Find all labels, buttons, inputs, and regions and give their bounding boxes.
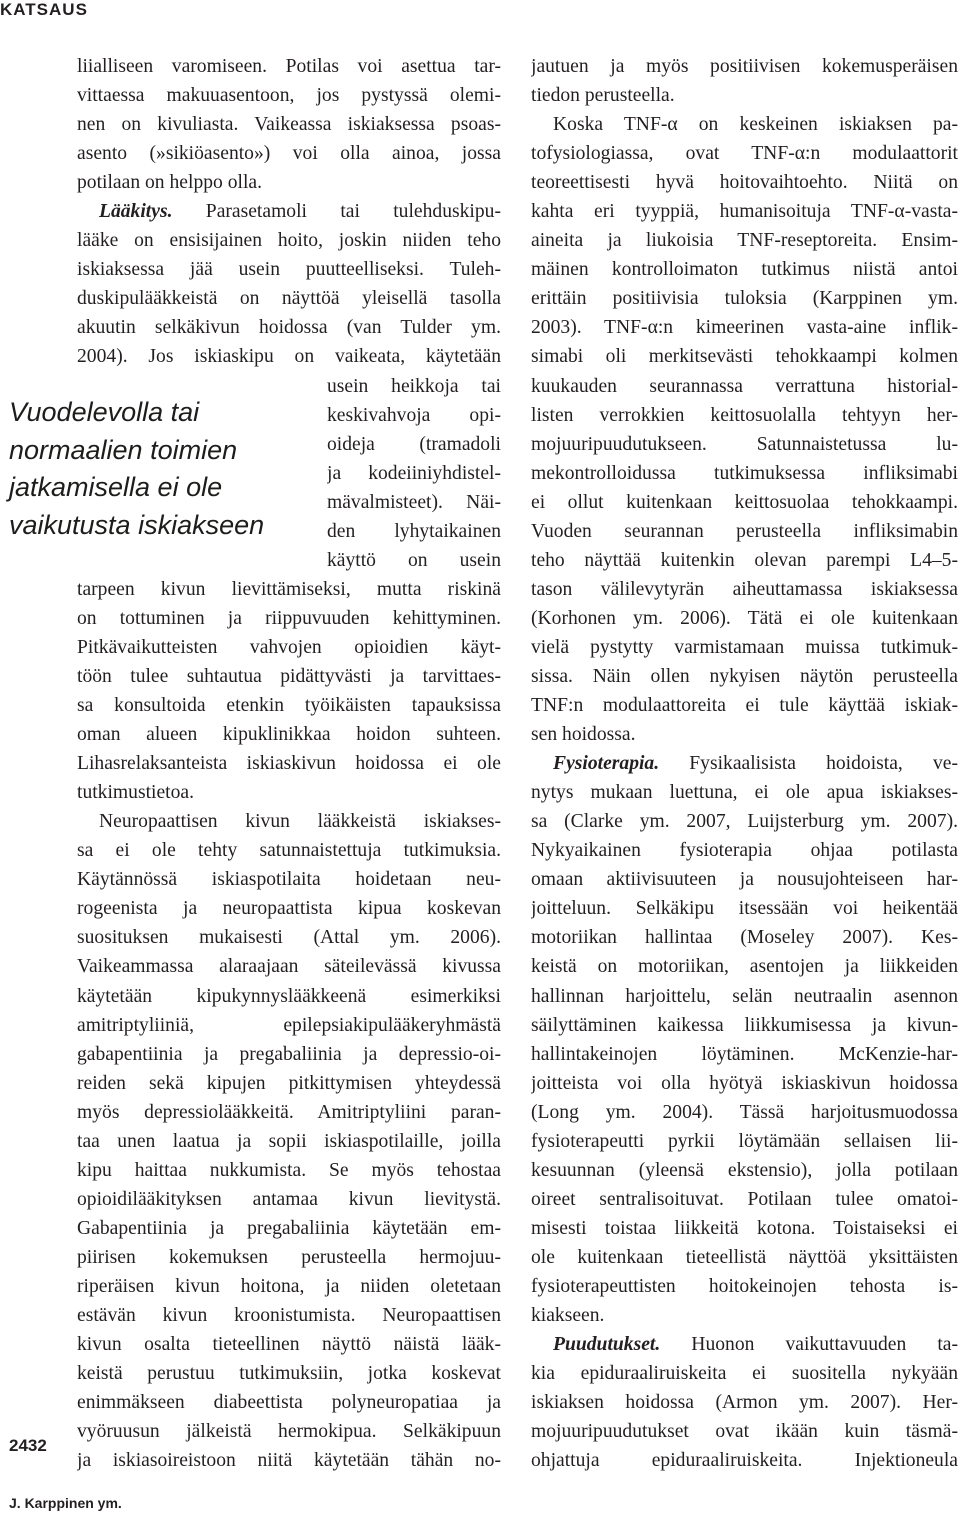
text-line: listen verrokkien keittosuolalla tehtyyn her- (531, 404, 958, 426)
text-line: piirisen kokemuksen perusteella hermojuu- (77, 1246, 501, 1268)
text-line: motoriikan hallintaa (Moseley 2007). Kes- (531, 927, 958, 949)
text-line: sen hoidossa. (531, 724, 636, 746)
text-line: Lihasrelaksanteista iskiaskivun hoidossa ei ole (77, 753, 501, 775)
text-line: kiakseen. (531, 1305, 605, 1327)
text-line: asento (»sikiöasento») voi olla ainoa, jossa (77, 143, 501, 165)
paragraph-heading: Lääkitys. (99, 201, 173, 223)
text-line: kesuunnan (yleensä ekstensio), jolla potilaan (531, 1159, 958, 1181)
text-line: teoreettisesti hyvä hoitovaihtoehto. Niitä on (531, 172, 958, 194)
text-line: mekontrolloidussa tutkimuksessa infliksimabi (531, 462, 958, 484)
pull-quote-line: normaalien toimien (9, 434, 238, 465)
text-line: Parasetamoli tai tulehduskipu- (172, 201, 501, 223)
text-line: töön tulee suhtautua pidättyvästi ja tarvittaes- (77, 665, 501, 687)
text-line: kipu haittaa nukkumista. Se myös tehostaa (77, 1159, 501, 1181)
section-label: KATSAUS (0, 0, 88, 19)
text-line: gabapentiinia ja pregabaliinia ja depressio-oi- (77, 1043, 501, 1065)
text-line: akuutin selkäkivun hoidossa (van Tulder ym. (77, 317, 501, 339)
text-line: Nykyaikainen fysioterapia ohjaa potilasta (531, 840, 958, 862)
text-line: vyöruusun jälkeistä hermokipua. Selkäkipuun (77, 1421, 501, 1443)
text-line: ja iskiasoireistoon niitä käytetään tähän no- (77, 1450, 501, 1472)
text-line: tiedon perusteella. (531, 85, 675, 107)
text-line: Koska TNF-α on keskeinen iskiaksen pa- (553, 114, 958, 136)
text-line: suosituksen mukaisesti (Attal ym. 2006). (77, 927, 501, 949)
text-line: aineita ja liukoisia TNF-reseptoreita. Ensim- (531, 230, 958, 252)
text-line: vittaessa makuuasentoon, jos pystyssä olemi- (77, 85, 501, 107)
text-line: sa (Clarke ym. 2007, Luijsterburg ym. 2007). (531, 811, 958, 833)
text-line: hallinnan harjoittelu, selän neutraalin asennon (531, 985, 958, 1007)
text-line: duskipulääkkeistä on näyttöä yleisellä tasolla (77, 288, 501, 310)
text-line: myös depressiolääkkeitä. Amitriptyliini paran- (77, 1101, 501, 1123)
text-line: kahta eri tyyppiä, humanisoituja TNF-α-vasta- (531, 201, 958, 223)
text-line: keistä on motoriikan, asentojen ja liikkeiden (531, 956, 958, 978)
text-line: mävalmisteet). Näi- (327, 491, 501, 513)
text-line: iskiaksessa jää usein puutteelliseksi. Tuleh- (77, 259, 501, 281)
text-line: joitteista voi olla hyötyä iskiaskivun hoidossa (531, 1072, 958, 1094)
page-number: 2432 (9, 1436, 47, 1455)
text-line: vielä pystytty varmistamaan muissa tutkimuk- (531, 636, 958, 658)
text-line: ja kodeiiniyhdistel- (327, 462, 501, 484)
text-line: 2003). TNF-α:n kimeerinen vasta-aine inflik- (531, 317, 958, 339)
pull-quote (9, 394, 319, 544)
text-line: enimmäkseen diabeettista polyneuropatiaa ja (77, 1392, 501, 1414)
text-line: joitteluun. Selkäkipu itsessään voi heikentää (531, 898, 958, 920)
author-credit: J. Karppinen ym. (9, 1495, 122, 1511)
text-line: käyttö on usein (327, 549, 501, 571)
text-line: reiden sekä kipujen pitkittymisen yhteydessä (77, 1072, 501, 1094)
paragraph-first-line (531, 749, 958, 778)
text-line: keistä perustuu tutkimuksiin, jotka koskevat (77, 1363, 501, 1385)
text-line: keskivahvoja opi- (327, 404, 501, 426)
text-line: nytys mukaan luettuna, ei ole apua iskiakses- (531, 782, 958, 804)
article-column-right (531, 52, 958, 1475)
text-line: (Korhonen ym. 2006). Tätä ei ole kuitenkaan (531, 607, 958, 629)
text-line: lääke on ensisijainen hoito, joskin niiden teho (77, 230, 501, 252)
text-line: mäinen kontrolloimaton tutkimus niistä antoi (531, 259, 958, 281)
text-line: Käytännössä iskiaspotilaita hoidetaan neu- (77, 869, 501, 891)
text-line: Vuoden seurannan perusteella infliksimabin (531, 520, 958, 542)
text-line: estävän kivun kroonistumista. Neuropaattisen (77, 1305, 501, 1327)
text-line: tofysiologiassa, ovat TNF-α:n modulaattorit (531, 143, 958, 165)
text-line: fysioterapeuttisten hoitokeinojen tehosta is- (531, 1275, 958, 1297)
text-line: tason välilevytyrän aiheuttamassa iskiaksessa (531, 578, 958, 600)
text-line: fysioterapeutti pyrkii löytämään sellaisen lii- (531, 1130, 958, 1152)
text-line: säilyttäminen kaikessa liikkumisessa ja kivun- (531, 1014, 958, 1036)
text-line: mojuuripuudutukseen. Satunnaistetussa lu- (531, 433, 958, 455)
text-line: potilaan on helppo olla. (77, 172, 263, 194)
paragraph-first-line (77, 197, 501, 226)
text-line: sissa. Näin ollen nykyisen näytön perusteella (531, 665, 958, 687)
pull-quote-line: jatkamisella ei ole (9, 472, 223, 502)
text-line: Gabapentiinia ja pregabaliinia käytetään em- (77, 1217, 501, 1239)
pull-quote-line: Vuodelevolla tai (9, 397, 200, 427)
text-line: ohjattuja epiduraaliruiskeita. Injektioneula (531, 1450, 958, 1472)
text-line: nen on kivuliasta. Vaikeassa iskiaksessa psoas- (77, 114, 501, 136)
text-line: sa ei ole tehty satunnaistettuja tutkimuksia. (77, 840, 501, 862)
text-line: kivun osalta tieteellinen näyttö näistä lääk- (77, 1334, 501, 1356)
text-line: taa unen laatua ja sopii iskiaspotilaille, joilla (77, 1130, 501, 1152)
text-line: mojuuripuudutukset ovat ikään kuin täsmä- (531, 1421, 958, 1443)
text-line: oman alueen kipuklinikkaa hoidon suhteen. (77, 724, 501, 746)
text-line: Neuropaattisen kivun lääkkeistä iskiakses- (99, 811, 501, 833)
text-line: Vaikeammassa alaraajaan säteilevässä kivussa (77, 956, 501, 978)
text-line: Huonon vaikuttavuuden ta- (660, 1334, 958, 1356)
text-line: oideja (tramadoli (327, 433, 501, 455)
paragraph-heading: Fysioterapia. (553, 753, 660, 775)
text-line: liialliseen varomiseen. Potilas voi asettua tar- (77, 56, 501, 77)
text-line: usein heikkoja tai (327, 375, 501, 397)
text-line: simabi oli merkitsevästi tehokkaampi kolmen (531, 346, 958, 368)
text-line: opioidilääkityksen antamaa kivun lievitystä. (77, 1188, 501, 1210)
text-line: (Long ym. 2004). Tässä harjoitusmuodossa (531, 1101, 958, 1123)
text-line: teho näyttää kuitenkin olevan parempi L4–5- (531, 549, 958, 571)
text-line: rogeenista ja neuropaattista kipua koskevan (77, 898, 501, 920)
text-line: ole kuitenkaan tieteellistä näyttöä yksittäisten (531, 1246, 958, 1268)
text-line: jautuen ja myös positiivisen kokemusperäisen (531, 56, 958, 77)
text-line: misesti toistaa liikkeitä kotona. Toistaiseksi ei (531, 1217, 958, 1239)
text-line: sa konsultoida etenkin työikäisten tapauksissa (77, 695, 501, 717)
paragraph-first-line (531, 1330, 958, 1359)
text-line: kuukauden seurannassa verrattuna historial- (531, 375, 958, 397)
text-line: Pitkävaikutteisten vahvojen opioidien käyt- (77, 636, 501, 658)
text-line: tutkimustietoa. (77, 782, 195, 804)
text-line: omaan aktiivisuuteen ja nousujohteiseen har- (531, 869, 958, 891)
text-line: den lyhytaikainen (327, 520, 501, 542)
text-line: TNF:n modulaattoreita ei tule käyttää iskiak- (531, 695, 958, 717)
text-line: amitriptyliiniä, epilepsiakipulääkeryhmästä (77, 1014, 501, 1036)
text-line: oireet sentralisoituvat. Potilaan tulee omatoi- (531, 1188, 958, 1210)
text-line: käytetään kipukynnyslääkkeenä esimerkiksi (77, 985, 501, 1007)
text-line: iskiaksen hoidossa (Armon ym. 2007). Her- (531, 1392, 958, 1414)
text-line: erittäin positiivisia tuloksia (Karppinen ym. (531, 288, 958, 310)
article-column-left (77, 52, 501, 1475)
text-line: 2004). Jos iskiaskipu on vaikeata, käytetään (77, 346, 501, 368)
text-line: tarpeen kivun lievittämiseksi, mutta riskinä (77, 578, 501, 600)
pull-quote-line: vaikutusta iskiakseen (9, 509, 265, 540)
paragraph-heading: Puudutukset. (553, 1334, 661, 1356)
text-line: ei ollut kuitenkaan keittosuolaa tehokkaampi. (531, 491, 958, 513)
text-line: hallintakeinojen löytäminen. McKenzie-har- (531, 1043, 958, 1065)
text-line: on tottuminen ja riippuvuuden kehittyminen. (77, 607, 501, 629)
text-line: kia epiduraaliruiskeita ei suositella nykyään (531, 1363, 958, 1385)
text-line: Fysikaalisista hoidoista, ve- (659, 753, 958, 775)
text-line: riperäisen kivun hoitona, ja niiden oletetaan (77, 1275, 501, 1297)
